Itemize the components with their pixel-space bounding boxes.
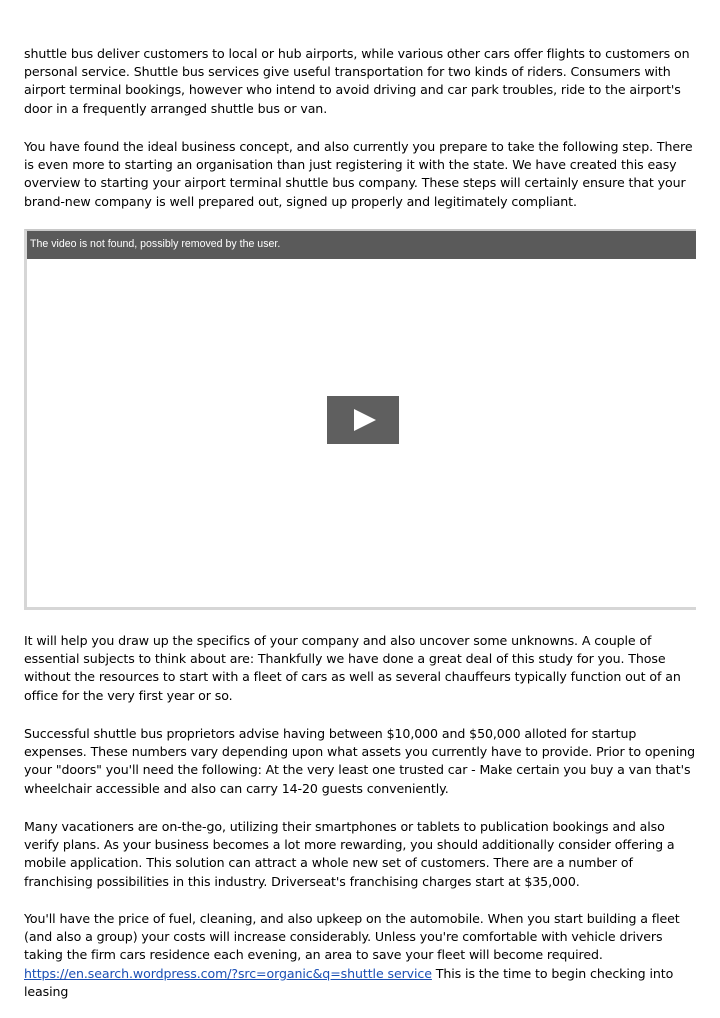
paragraph-6 — [24, 910, 700, 1001]
paragraph-2: You have found the ideal business concept, and also currently you prepare to take the following step. There is even more to starting an organisation than just registering it with the state. We have created this easy overview to starting your airport terminal shuttle bus company. These steps will certainly ensure that your brand-new company is well prepared out, signed up properly and legitimately compliant. — [24, 139, 693, 209]
video-error-bar — [27, 231, 696, 259]
paragraph-3: It will help you draw up the specifics of your company and also uncover some unknowns. A couple of essential subjects to think about are: Thankfully we have done a great deal of this study for you. Those without the resources to start with a fleet of cars as well as several chauffeurs typically function out of an office for the very first year or so. — [24, 633, 681, 703]
paragraph-6-tail: This is the time to begin checking into leasing — [24, 965, 674, 999]
play-button[interactable] — [327, 396, 399, 444]
paragraph-4: Successful shuttle bus proprietors advise having between $10,000 and $50,000 alloted for startup expenses. These numbers vary depending upon what assets you currently have to provide. Prior to opening your "doors" you'll need the following: At the very least one trusted car - Make certain you buy a van that's wheelchair accessible and also can carry 14-20 guests conveniently. — [24, 726, 696, 796]
paragraph-6-text: You'll have the price of fuel, cleaning, and also upkeep on the automobile. When you start building a fleet (and also a group) your costs will increase considerably. Unless you're comfortable with vehicle drivers taking the firm cars residence each evening, an area to save your fleet will become required. — [24, 911, 680, 963]
paragraph-1: shuttle bus deliver customers to local or hub airports, while various other cars offer flights to customers on personal service. Shuttle bus services give useful transportation for two kinds of riders. Consumers with airport terminal bookings, however who intend to avoid driving and car park troubles, ride to the airport's door in a frequently arranged shuttle bus or van. — [24, 46, 690, 116]
video-player[interactable] — [24, 229, 696, 610]
shuttle-service-link[interactable]: https://en.search.wordpress.com/?src=organic&q=shuttle service — [24, 965, 432, 981]
play-icon — [327, 396, 399, 444]
paragraph-5: Many vacationers are on-the-go, utilizing their smartphones or tablets to publication bookings and also verify plans. As your business becomes a lot more rewarding, you should additionally consider offering a mobile application. This solution can attract a whole new set of customers. There are a number of franchising possibilities in this industry. Driverseat's franchising charges start at $35,000. — [24, 819, 675, 889]
video-error-message: The video is not found, possibly removed by the user. — [30, 238, 281, 250]
